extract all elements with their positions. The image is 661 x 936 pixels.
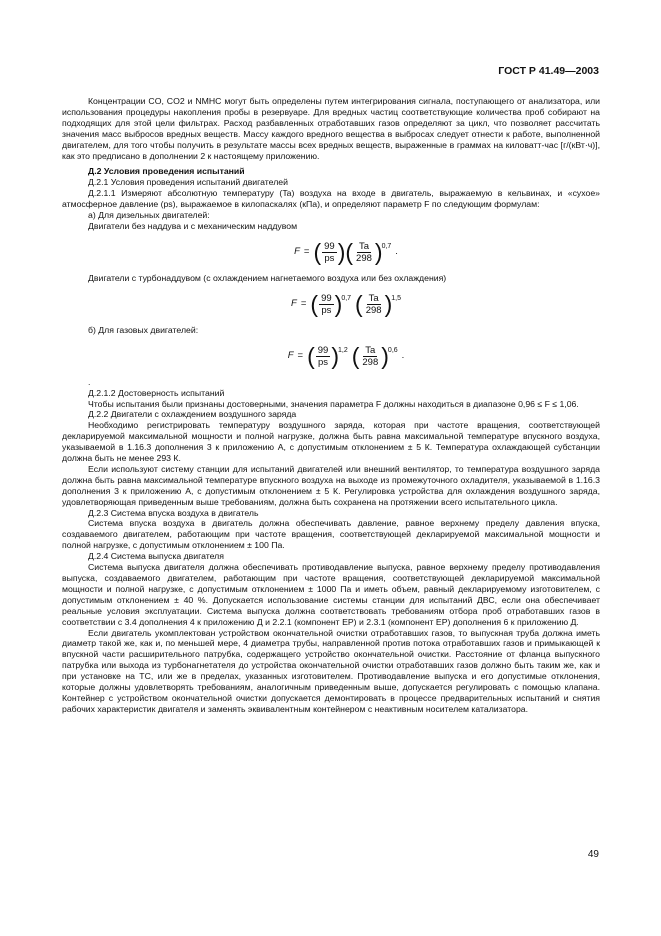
validity-paragraph: Чтобы испытания были признаны достоверными, значения параметра F должны находиться в диапазоне 0,96 ≤ F ≤ 1,06. [88, 398, 579, 409]
document-body [62, 96, 600, 715]
pressure-exponent: 0,7 [341, 294, 352, 302]
subsection-d24: Д.2.4 Система выпуска двигателя [88, 551, 224, 562]
temperature-exponent: 1,5 [391, 294, 401, 302]
paragraph-d22-2: Если используют систему станции для испытаний двигателей или внешний вентилятор, то температура воздушного заряда должна быть равна максимальной температуре впускного воздуха на выходе из промежуточного охладителя, указываемой в 1.16.3 дополнения 3 к приложению А, с допустимым отклонением ± 5 К. Регулировка устройства для охлаждения воздушного заряда, удовлетворяющая приведенным выше требованиям, должна быть сохранена на протяжении всего испытательного цикла. [62, 463, 600, 507]
turbo-label: Двигатели с турбонаддувом (с охлаждением нагнетаемого воздуха или без охлаждения) [88, 272, 447, 283]
pressure-fraction: $\frac{99}{ps}$ [317, 344, 329, 368]
pressure-exponent: 1,2 [337, 346, 348, 354]
temperature-fraction: $\frac{Ta}{298}$ [365, 292, 382, 316]
temperature-fraction: $\frac{Ta}{298}$ [362, 344, 379, 368]
gas-engine-label: б) Для газовых двигателей: [88, 324, 199, 335]
formula-equals: = [303, 245, 310, 257]
naturally-aspirated-label: Двигатели без наддува и с механическим наддувом [88, 220, 298, 231]
standard-header: ГОСТ Р 41.49—2003 [498, 65, 599, 77]
formula-naturally-aspirated: F = ( $\frac{99}{ps}$ ) ( $\frac{Ta}{298}$ ) 0,7 . [294, 238, 398, 265]
diesel-label: а) Для дизельных двигателей: [88, 210, 210, 221]
subsection-d23: Д.2.3 Система впуска воздуха в двигатель [88, 507, 259, 518]
intro-paragraph: Концентрации CO, CO2 и NMHC могут быть определены путем интегрирования сигнала, поступающего от анализатора, или использования процедуры накопления пробы в резервуаре. Для вредных частиц соответствующие количества проб собирают на подходящих для этой цели фильтрах. Расход разбавленных отработавших газов определяют за цикл, что позволяет рассчитать значения масс выбросов вредных веществ. Массу каждого вредного вещества в выбросах следует отнести к работе, выполненной двигателем, для того чтобы получить в результате массы всех вредных веществ, выраженные в граммах на киловатт-час [г/(кВт·ч)], как это предписано в дополнении 2 к настоящему приложению. [62, 96, 600, 161]
temperature-exponent: 0,7 [381, 242, 392, 250]
formula-gas-engines: F = ( $\frac{99}{ps}$ ) 1,2 ( $\frac{Ta}{298}$ ) 0,6 . [287, 342, 405, 369]
paragraph-d24-1: Система выпуска двигателя должна обеспечивать противодавление выпуска, равное верхнему пределу противодавления выпуска, создаваемого двигателем, работающим при частоте вращения, соответствующей декларируемой максимальной мощности и полной нагрузке, с допустимым отклонением ± 1000 Па и иметь объем, равный декларируемому изготовителем, с допустимым отклонением ± 40 %. Допускается использование системы станции для испытаний ДВС, если она обеспечивает реальные условия эксплуатации. Система выпуска должна соответствовать требованиям отбора проб отработавших газов в соответствии с 3.4 дополнения 4 к приложению Д и 2.2.1 (компонент EP) и 2.3.1 (компонент EP) дополнения 6 к приложению Д. [62, 562, 600, 627]
paragraph-d22-1: Необходимо регистрировать температуру воздушного заряда, которая при частоте вращения, соответствующей декларируемой максимальной мощности и полной нагрузке, должна быть равна максимальной температуре впускного воздуха, указываемой в 1.16.3 дополнения 3 к приложению А, с допустимым отклонением ± 5 К. Температура охлаждающей субстанции должна быть не менее 293 К. [62, 420, 600, 464]
section-heading-d2: Д.2 Условия проведения испытаний [88, 166, 245, 177]
temperature-exponent: 0,6 [387, 346, 398, 354]
page-number: 49 [587, 849, 599, 860]
pressure-fraction: $\frac{99}{ps}$ [321, 292, 332, 316]
subsection-d21: Д.2.1 Условия проведения испытаний двигателей [88, 177, 288, 188]
stray-dot: . [88, 376, 91, 387]
formula-turbocharged: F = ( $\frac{99}{ps}$ ) 0,7 ( $\frac{Ta}{298}$ ) 1,5 [291, 290, 401, 317]
pressure-fraction: $\frac{99}{ps}$ [324, 240, 335, 264]
subsection-d22: Д.2.2 Двигатели с охлаждением воздушного заряда [88, 409, 297, 420]
formula-lhs: F [294, 245, 300, 257]
paragraph-d24-2: Если двигатель укомплектован устройством окончательной очистки отработавших газов, то выпускная труба должна иметь диаметр такой же, как и, по меньшей мере, 4 диаметра трубы, направленной против потока отработавших газов и примыкающей к впускной части расширительного патрубка, содержащего устройство окончательной очистки. Расстояние от фланца выпускного патрубка или выхода из турбонагнетателя до устройства окончательной очистки отработавших газов должно быть таким же, как и при установке на ТС, или же в пределах, указанных изготовителем. Противодавление выпуска и его допустимые отклонения, которые должны удовлетворять требованиям, аналогичным приведенным выше, допускается регулировать с помощью клапана. Контейнер с устройством окончательной очистки допускается демонтировать в процессе предварительных испытаний и снятия рабочих характеристик двигателя и заменять эквивалентным контейнером с неактивным носителем катализатора. [62, 627, 600, 714]
subsection-d212: Д.2.1.2 Достоверность испытаний [88, 387, 225, 398]
paragraph-d23: Система впуска воздуха в двигатель должна обеспечивать давление, равное верхнему пределу давления впуска, создаваемого двигателем, работающим при частоте вращения, соответствующей декларируемой максимальной мощности и полной нагрузке, с допустимым отклонением ± 100 Па. [62, 518, 600, 551]
paragraph-d211: Д.2.1.1 Измеряют абсолютную температуру (Ta) воздуха на входе в двигатель, выражаемую в кельвинах, и «сухое» атмосферное давление (ps), выражаемое в килопаскалях (кПа), и определяют параметр F по следующим формулам: [62, 188, 600, 210]
temperature-fraction: $\frac{Ta}{298}$ [356, 240, 372, 264]
